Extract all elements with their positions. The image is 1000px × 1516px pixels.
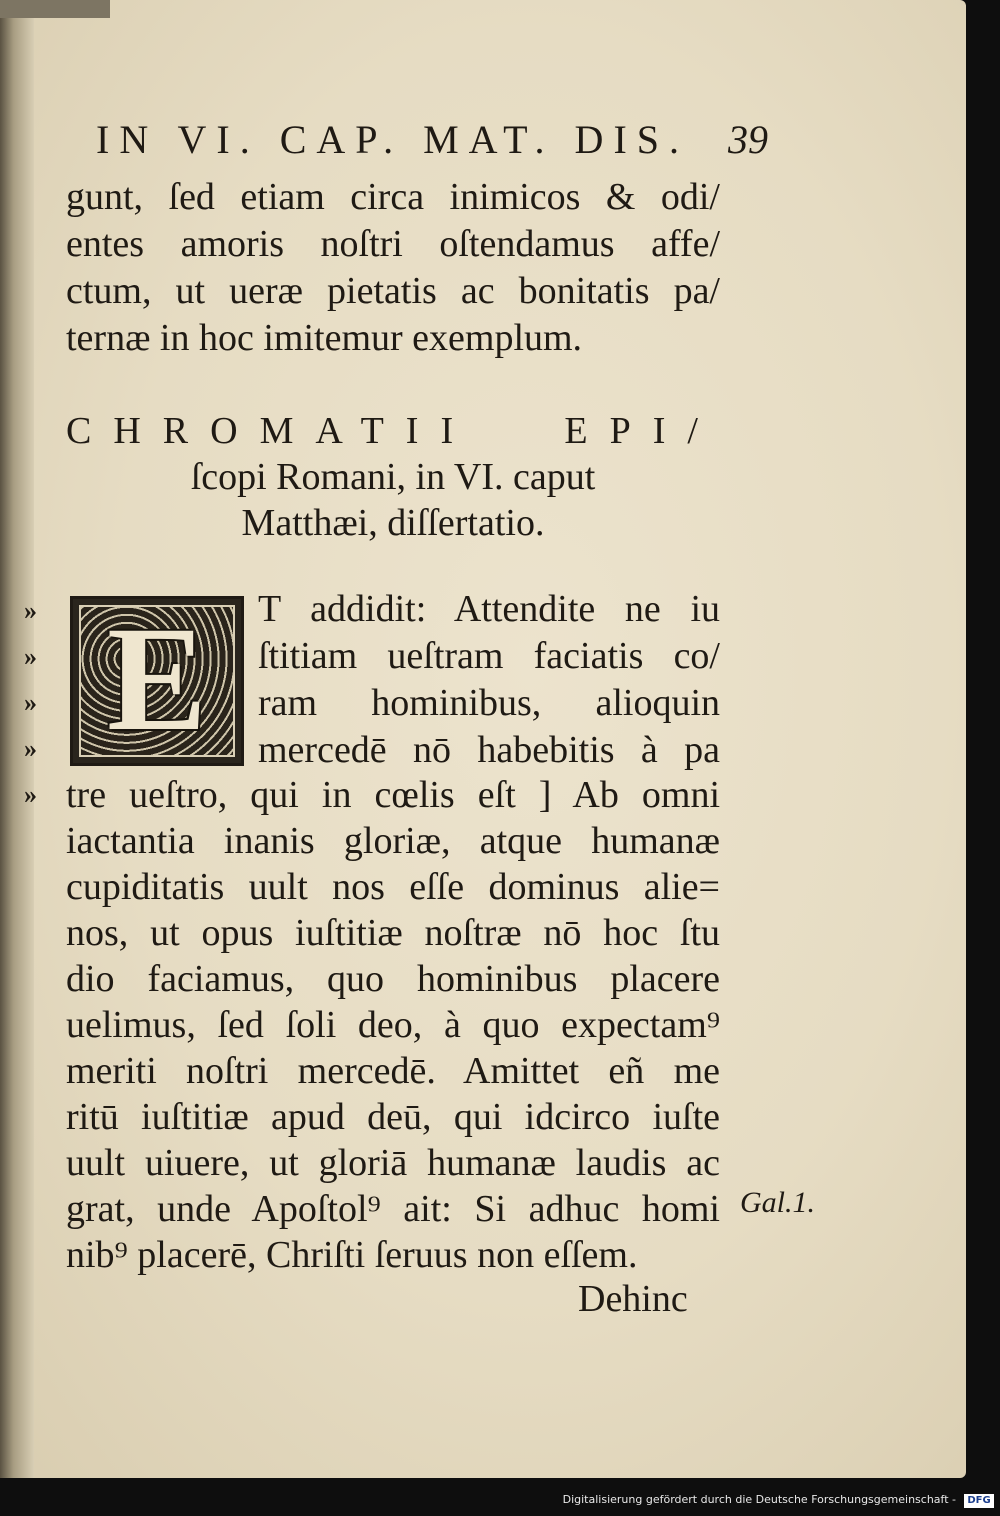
catchword: Dehinc <box>578 1278 688 1320</box>
text-line: ternæ in hoc imitemur exemplum. <box>66 317 583 359</box>
text-line: ram hominibus, alioquin <box>258 682 720 724</box>
section-title-line: CHROMATII EPI/ <box>66 410 720 452</box>
text-line: ctum, ut ueræ pietatis ac bonitatis pa/ <box>66 270 720 312</box>
margin-note: Gal.1. <box>740 1186 815 1219</box>
text-line: T addidit: Attendite ne iu <box>258 588 720 630</box>
text-line: meriti noſtri mercedē. Amittet eñ me <box>66 1050 720 1092</box>
text-line: gunt, ſed etiam circa inimicos & odi/ <box>66 176 720 218</box>
footer-credit: Digitalisierung gefördert durch die Deutsche Forschungsgemeinschaft - <box>562 1493 956 1506</box>
text-line: mercedē nō habebitis à pa <box>258 729 720 771</box>
page-number: 39 <box>728 117 768 162</box>
text-line: uult uiuere, ut gloriā humanæ laudis ac <box>66 1142 720 1184</box>
section-title-line: Matthæi, diſſertatio. <box>241 502 545 544</box>
text-line: entes amoris noſtri oſtendamus affe/ <box>66 223 720 265</box>
text-line: ſtitiam ueſtram faciatis co/ <box>258 635 720 677</box>
running-header <box>96 116 776 166</box>
digitization-footer <box>0 1478 1000 1516</box>
text-line: tre ueſtro, qui in cœlis eſt ] Ab omni <box>66 774 720 816</box>
text-line: nos, ut opus iuſtitiæ noſtræ nō hoc ſtu <box>66 912 720 954</box>
decorated-initial <box>70 596 244 766</box>
dfg-logo: DFG <box>964 1494 994 1508</box>
quote-marker: » <box>24 642 34 671</box>
text-line: grat, unde Apoſtol⁹ ait: Si adhuc homi <box>66 1188 720 1230</box>
text-line: nib⁹ placerē, Chriſti ſeruus non eſſem. <box>66 1234 638 1276</box>
text-line: ritū iuſtitiæ apud deū, qui idcirco iuſte <box>66 1096 720 1138</box>
quote-marker: » <box>24 688 34 717</box>
text-line: dio faciamus, quo hominibus placere <box>66 958 720 1000</box>
quote-marker: » <box>24 780 34 809</box>
quote-marker: » <box>24 734 34 763</box>
section-title-line: ſcopi Romani, in VI. caput <box>190 456 596 498</box>
page-edge-strip <box>0 0 110 18</box>
text-line: iactantia inanis gloriæ, atque humanæ <box>66 820 720 862</box>
quote-marker: » <box>24 596 34 625</box>
initial-letter: E <box>106 596 208 762</box>
text-line: cupiditatis uult nos eſſe dominus alie= <box>66 866 720 908</box>
text-line: uelimus, ſed ſoli deo, à quo expectam⁹ <box>66 1004 720 1046</box>
running-title: IN VI. CAP. MAT. DIS. <box>96 117 690 162</box>
